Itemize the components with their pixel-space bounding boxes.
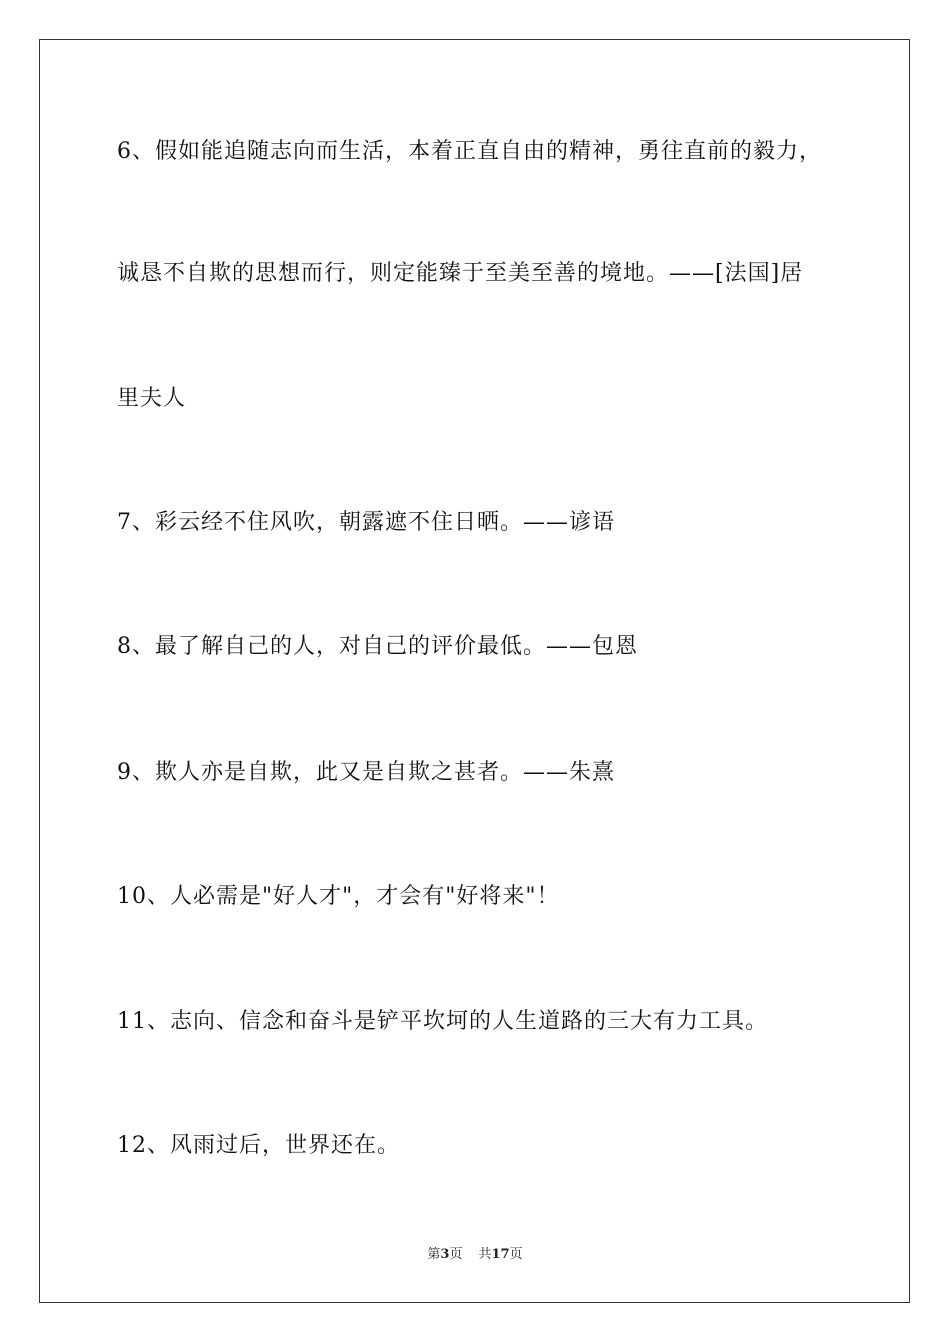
footer-page-prefix: 第 bbox=[427, 1247, 441, 1262]
footer-total-suffix: 页 bbox=[509, 1247, 523, 1262]
footer-total-pages: 17 bbox=[491, 1247, 510, 1262]
footer-page-suffix: 页 bbox=[449, 1247, 463, 1262]
footer-total-prefix: 共 bbox=[478, 1247, 492, 1262]
text-line: 12、风雨过后，世界还在。 bbox=[117, 1133, 400, 1158]
text-line: 诚恳不自欺的思想而行，则定能臻于至美至善的境地。——[法国]居 bbox=[117, 261, 804, 286]
text-line: 11、志向、信念和奋斗是铲平坎坷的人生道路的三大有力工具。 bbox=[117, 1009, 768, 1034]
text-line: 里夫人 bbox=[117, 386, 187, 411]
text-line: 8、最了解自己的人，对自己的评价最低。——包恩 bbox=[117, 634, 638, 659]
text-line: 7、彩云经不住风吹，朝露遮不住日晒。——谚语 bbox=[117, 510, 615, 535]
page-border bbox=[39, 39, 910, 1303]
text-line: 10、人必需是"好人才"，才会有"好将来"！ bbox=[117, 884, 560, 909]
text-line: 9、欺人亦是自欺，此又是自欺之甚者。——朱熹 bbox=[117, 760, 615, 785]
text-line: 6、假如能追随志向而生活，本着正直自由的精神，勇往直前的毅力， bbox=[117, 139, 822, 164]
footer-page-number: 3 bbox=[440, 1247, 450, 1262]
page-footer bbox=[0, 1247, 950, 1263]
